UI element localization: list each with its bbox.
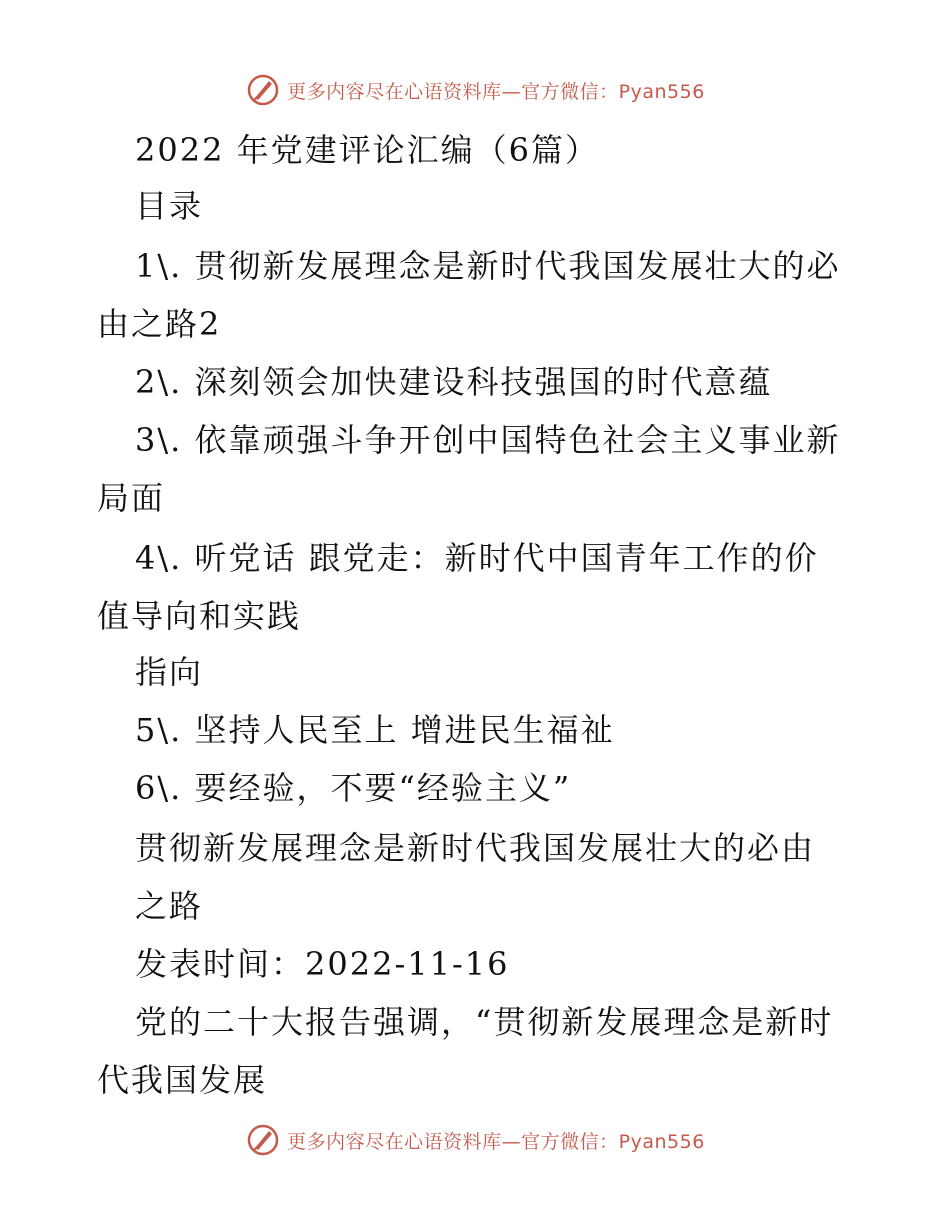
article-title-continued: 之路 xyxy=(135,887,204,925)
body-paragraph: 党的二十大报告强调，“贯彻新发展理念是新时 xyxy=(135,1003,834,1041)
article-title: 贯彻新发展理念是新时代我国发展壮大的必由 xyxy=(135,829,816,867)
header-watermark xyxy=(0,72,950,108)
feather-pen-logo-icon xyxy=(245,1122,281,1158)
toc-item: 3\. 依靠顽强斗争开创中国特色社会主义事业新 xyxy=(135,421,841,459)
toc-item: 局面 xyxy=(97,479,166,517)
toc-item: 指向 xyxy=(135,653,204,691)
feather-pen-logo-icon xyxy=(245,72,281,108)
toc-item: 由之路2 xyxy=(97,305,222,343)
watermark-text: 更多内容尽在心语资料库—官方微信：Pyan556 xyxy=(287,80,705,103)
toc-item: 值导向和实践 xyxy=(97,597,302,635)
toc-heading: 目录 xyxy=(135,187,204,225)
toc-item: 2\. 深刻领会加快建设科技强国的时代意蕴 xyxy=(135,363,773,401)
footer-watermark xyxy=(0,1122,950,1158)
body-paragraph-continued: 代我国发展 xyxy=(97,1061,268,1099)
toc-item: 4\. 听党话 跟党走：新时代中国青年工作的价 xyxy=(135,539,819,577)
toc-item: 1\. 贯彻新发展理念是新时代我国发展壮大的必 xyxy=(135,247,841,285)
publish-date: 发表时间：2022-11-16 xyxy=(135,945,510,983)
toc-item: 5\. 坚持人民至上 增进民生福祉 xyxy=(135,711,615,749)
watermark-text: 更多内容尽在心语资料库—官方微信：Pyan556 xyxy=(287,1130,705,1153)
document-title: 2022 年党建评论汇编（6篇） xyxy=(135,131,599,169)
toc-item: 6\. 要经验，不要“经验主义” xyxy=(135,769,572,807)
